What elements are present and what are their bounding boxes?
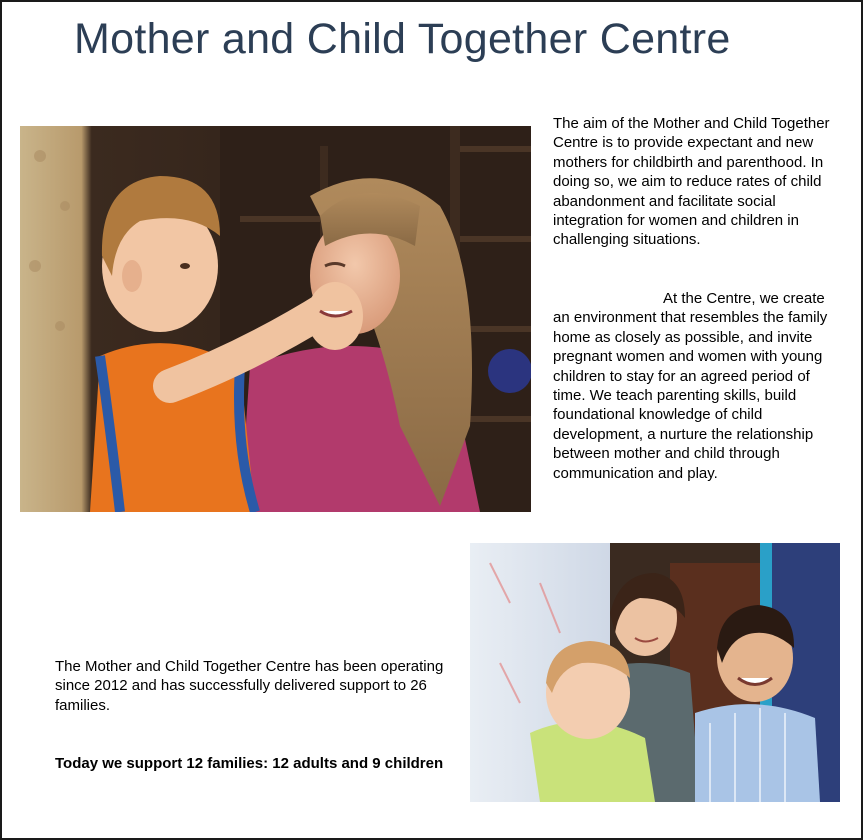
page-title: Mother and Child Together Centre xyxy=(74,15,731,63)
intro-paragraph: The aim of the Mother and Child Together Centre is to provide expectant and new mothers for childbirth and parenthood. In doing so, we aim to reduce rates of child abandonment and facilitate social integration for women and children in challenging situations. xyxy=(553,115,830,249)
today-paragraph: Today we support 12 families: 12 adults and 9 children xyxy=(55,755,444,772)
history-paragraph: The Mother and Child Together Centre has been operating since 2012 and has successfully delivered support to 26 families. xyxy=(55,658,444,714)
mother-and-toddler-photo xyxy=(20,126,531,512)
mother-with-two-children-photo xyxy=(470,543,840,802)
centre-paragraph: At the Centre, we create an environment that resembles the family home as closely as possible, and invite pregnant women and women with young children to stay for an agreed period of time. We teach parenting skills, build foundational knowledge of child development, a nurture the relationship between mother and child through communication and play. xyxy=(553,290,828,482)
